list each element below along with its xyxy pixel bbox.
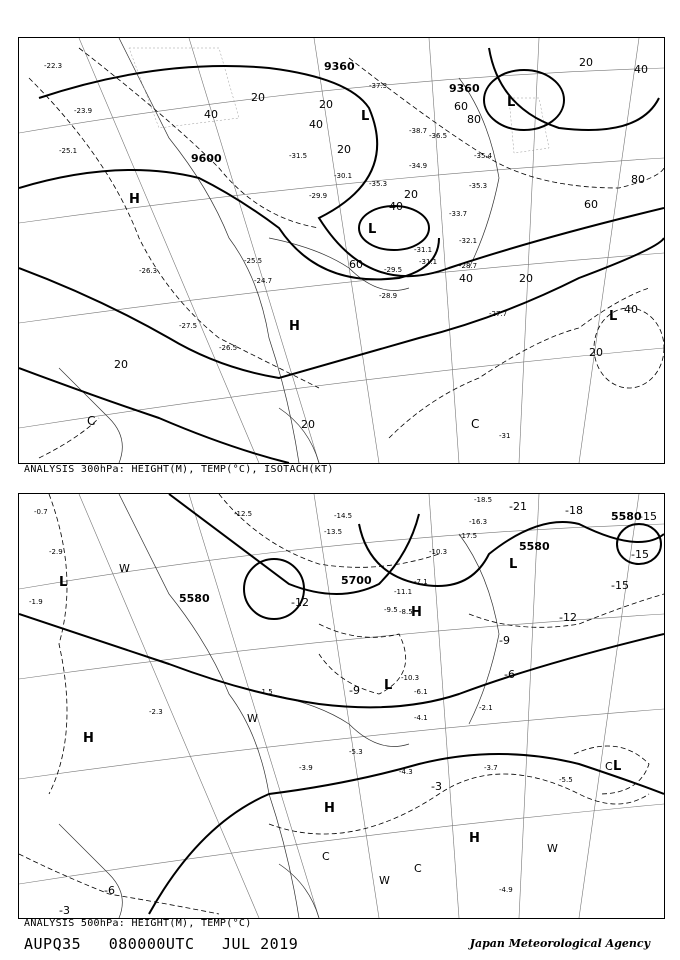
chart-identifier bbox=[24, 935, 316, 953]
low-center: L bbox=[361, 109, 370, 124]
temp-reading: -25.5 bbox=[244, 257, 263, 265]
height-label: 9360 bbox=[449, 82, 480, 95]
pressure-systems bbox=[129, 95, 617, 334]
height-label: 5580 bbox=[179, 592, 210, 605]
coastlines bbox=[59, 38, 499, 463]
temp-reading: -24.7 bbox=[254, 277, 273, 285]
valid-date: JUL 2019 bbox=[222, 935, 299, 953]
low-center: L bbox=[384, 678, 393, 693]
product-code: AUPQ35 bbox=[24, 935, 82, 953]
cold-center: C bbox=[605, 760, 613, 773]
temp-reading: -34.9 bbox=[409, 162, 428, 170]
chart-300hpa bbox=[18, 37, 665, 464]
temp-reading: -1.5 bbox=[259, 688, 273, 696]
temp-reading: -31.5 bbox=[289, 152, 308, 160]
isotach-label: 60 bbox=[349, 258, 363, 271]
temp-reading: -12.5 bbox=[234, 510, 253, 518]
isotach-label: 40 bbox=[624, 303, 638, 316]
temp-reading: -27.7 bbox=[489, 310, 508, 318]
height-label: 9600 bbox=[191, 152, 222, 165]
temp-reading: -30.1 bbox=[334, 172, 353, 180]
height-label: 5700 bbox=[341, 574, 372, 587]
temp-label: -9 bbox=[499, 634, 510, 647]
high-center: H bbox=[289, 319, 300, 334]
isotach-label: 20 bbox=[301, 418, 315, 431]
temp-reading: -2.9 bbox=[49, 548, 63, 556]
chart-500hpa bbox=[18, 493, 665, 919]
temp-reading: -0.7 bbox=[34, 508, 48, 516]
station-readings bbox=[29, 496, 573, 894]
temp-reading: -14.5 bbox=[334, 512, 353, 520]
temp-reading: -5.5 bbox=[559, 776, 573, 784]
high-center: H bbox=[129, 192, 140, 207]
temp-reading: -29.5 bbox=[384, 266, 403, 274]
caption-300hpa: ANALYSIS 300hPa: HEIGHT(M), TEMP(°C), ISOTACH(KT) bbox=[24, 464, 334, 475]
cold-center: C bbox=[471, 417, 480, 431]
isotach-label: 20 bbox=[519, 272, 533, 285]
temp-label: -15 bbox=[611, 579, 629, 592]
graticule bbox=[19, 38, 664, 463]
temp-reading: -35.4 bbox=[474, 152, 493, 160]
temp-reading: -2.1 bbox=[479, 704, 493, 712]
temp-reading: -26.3 bbox=[139, 267, 158, 275]
temp-reading: -13.5 bbox=[324, 528, 343, 536]
isotach-label: 40 bbox=[459, 272, 473, 285]
temp-reading: -16.3 bbox=[469, 518, 488, 526]
map-300hpa bbox=[19, 38, 664, 463]
temp-reading: -2.3 bbox=[149, 708, 163, 716]
temp-reading: -26.5 bbox=[219, 344, 238, 352]
temp-reading: -25.1 bbox=[59, 147, 78, 155]
temp-label: -6 bbox=[504, 668, 515, 681]
cold-warm-marks bbox=[119, 562, 613, 887]
temp-reading: -31 bbox=[499, 432, 511, 440]
temp-reading: -28.7 bbox=[459, 262, 478, 270]
height-label: 9360 bbox=[324, 60, 355, 73]
warm-center: W bbox=[247, 712, 258, 725]
temp-label: -21 bbox=[509, 500, 527, 513]
temp-reading: -22.3 bbox=[44, 62, 63, 70]
temp-reading: -17.5 bbox=[459, 532, 478, 540]
agency-credit: Japan Meteorological Agency bbox=[469, 937, 650, 950]
temp-reading: -10.3 bbox=[429, 548, 448, 556]
height-contours bbox=[19, 48, 664, 463]
temp-reading: -31.1 bbox=[419, 258, 438, 266]
isotach-labels bbox=[114, 56, 648, 431]
low-center: L bbox=[613, 759, 622, 774]
warm-center: W bbox=[119, 562, 130, 575]
temp-reading: -10.3 bbox=[401, 674, 420, 682]
isotach-label: 20 bbox=[404, 188, 418, 201]
map-500hpa bbox=[19, 494, 664, 918]
temp-reading: -3.7 bbox=[484, 764, 498, 772]
temp-reading: -35.3 bbox=[369, 180, 388, 188]
temp-reading: -5.3 bbox=[349, 748, 363, 756]
isotach-label: 20 bbox=[114, 358, 128, 371]
warm-center: W bbox=[547, 842, 558, 855]
caption-500hpa: ANALYSIS 500hPa: HEIGHT(M), TEMP(°C) bbox=[24, 918, 252, 929]
isotach-label: 20 bbox=[579, 56, 593, 69]
height-label: 5580 bbox=[519, 540, 550, 553]
temp-reading: -9.5 bbox=[384, 606, 398, 614]
high-center: H bbox=[324, 801, 335, 816]
temp-label: -12 bbox=[291, 596, 309, 609]
isotach-label: 40 bbox=[309, 118, 323, 131]
temp-contours bbox=[19, 494, 664, 914]
temp-reading: -23.9 bbox=[74, 107, 93, 115]
low-center: L bbox=[368, 222, 377, 237]
temp-label: -18 bbox=[565, 504, 583, 517]
height-label: 5580 bbox=[611, 510, 642, 523]
pressure-systems bbox=[59, 557, 621, 846]
temp-reading: -7.1 bbox=[414, 578, 428, 586]
temp-reading: -4.3 bbox=[399, 768, 413, 776]
temp-reading: -37.3 bbox=[369, 82, 388, 90]
temp-reading: -33.7 bbox=[449, 210, 468, 218]
height-contours bbox=[19, 494, 664, 914]
low-center: L bbox=[507, 95, 516, 110]
cold-center: C bbox=[87, 414, 96, 428]
temp-label: -15 bbox=[631, 548, 649, 561]
valid-time: 080000UTC bbox=[108, 935, 195, 953]
low-center: L bbox=[609, 309, 618, 324]
low-center: L bbox=[59, 575, 68, 590]
warm-center: W bbox=[379, 874, 390, 887]
low-center: L bbox=[509, 557, 518, 572]
temp-reading: -11.1 bbox=[394, 588, 413, 596]
isotach-label: 20 bbox=[337, 143, 351, 156]
temp-reading: -28.9 bbox=[379, 292, 398, 300]
temp-reading: -8.5 bbox=[399, 608, 413, 616]
cold-warm-marks bbox=[87, 414, 479, 431]
temp-reading: -36.5 bbox=[429, 132, 448, 140]
temp-label: -12 bbox=[559, 611, 577, 624]
isotach-label: 20 bbox=[251, 91, 265, 104]
isotach-label: 60 bbox=[454, 100, 468, 113]
high-center: H bbox=[469, 831, 480, 846]
temp-reading: -32.1 bbox=[459, 237, 478, 245]
temp-label: -15 bbox=[639, 510, 657, 523]
isotach-label: 60 bbox=[584, 198, 598, 211]
isotach-label: 20 bbox=[319, 98, 333, 111]
temp-reading: -31.1 bbox=[414, 246, 433, 254]
temp-label: -3 bbox=[59, 904, 70, 917]
temp-label: -9 bbox=[349, 684, 360, 697]
isotach-label: 40 bbox=[634, 63, 648, 76]
cold-center: C bbox=[414, 862, 422, 875]
isotach-label: 80 bbox=[467, 113, 481, 126]
temp-label: -3 bbox=[431, 780, 442, 793]
temp-reading: -38.7 bbox=[409, 127, 428, 135]
high-center: H bbox=[411, 605, 422, 620]
temp-label: -6 bbox=[104, 884, 115, 897]
temp-reading: -29.9 bbox=[309, 192, 328, 200]
isotach-label: 40 bbox=[389, 200, 403, 213]
temp-reading: -4.9 bbox=[499, 886, 513, 894]
station-readings bbox=[44, 62, 510, 440]
isotach-label: 40 bbox=[204, 108, 218, 121]
temp-reading: -27.5 bbox=[179, 322, 198, 330]
high-center: H bbox=[83, 731, 94, 746]
temp-reading: -4.1 bbox=[414, 714, 428, 722]
isotach-label: 20 bbox=[589, 346, 603, 359]
temp-reading: -6.1 bbox=[414, 688, 428, 696]
cold-center: C bbox=[322, 850, 330, 863]
isotach-label: 80 bbox=[631, 173, 645, 186]
temp-reading: -35.3 bbox=[469, 182, 488, 190]
coastlines bbox=[59, 494, 499, 918]
temp-reading: -3.9 bbox=[299, 764, 313, 772]
temp-reading: -18.5 bbox=[474, 496, 493, 504]
temp-reading: -1.9 bbox=[29, 598, 43, 606]
